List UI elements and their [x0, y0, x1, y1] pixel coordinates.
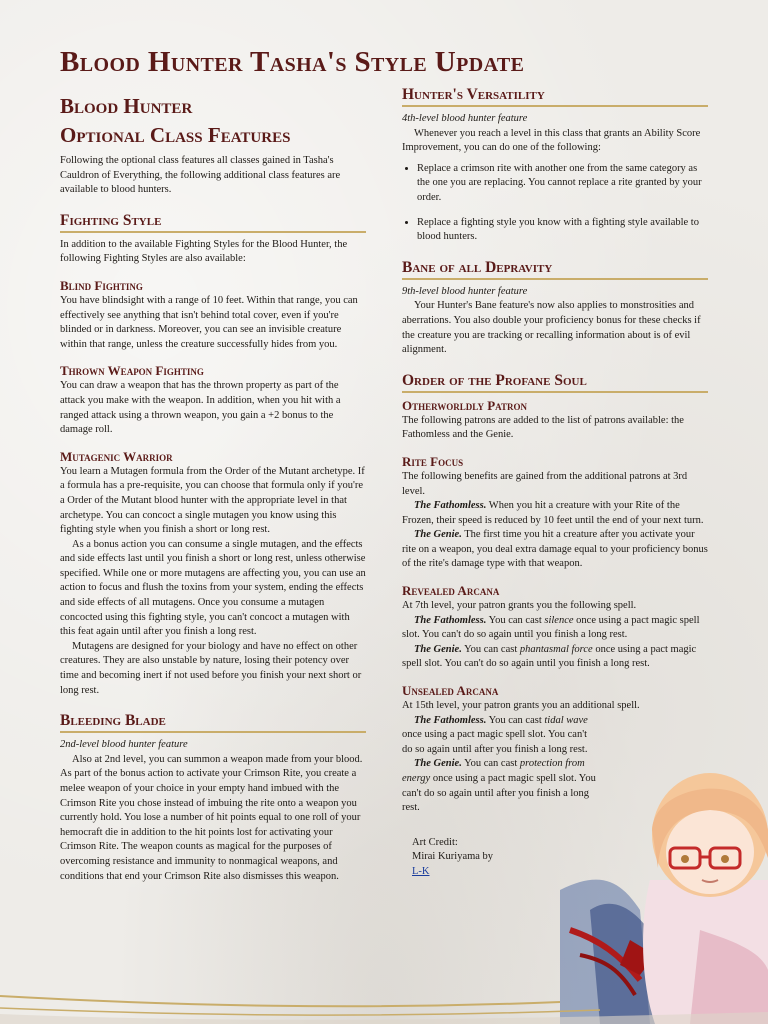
- footer-ornament: [0, 984, 768, 1024]
- versatility-list: [402, 162, 708, 245]
- patron-text: The following patrons are added to the list of patrons available: the Fathomless and the Genie.: [402, 414, 684, 441]
- versatility-text: Whenever you reach a level in this class that grants an Ability Score Improvement, you can do one of the following:: [402, 127, 701, 154]
- spell-name: protection from energy: [402, 758, 585, 784]
- versatility-meta: 4th-level blood hunter feature: [402, 113, 528, 124]
- unsealed-heading: Unsealed Arcana: [402, 683, 499, 699]
- genie-pre: You can cast: [461, 643, 520, 655]
- section-heading: [60, 92, 366, 150]
- thrown-weapon-heading: Thrown Weapon Fighting: [60, 363, 204, 379]
- spell-name: silence: [544, 614, 574, 626]
- mutagenic-heading: Mutagenic Warrior: [60, 448, 173, 464]
- fathomless-pre: You can cast: [486, 614, 545, 626]
- credit-label: Art Credit:: [412, 836, 458, 848]
- rite-focus-text: The following benefits are gained from the additional patrons at 3rd level.: [402, 470, 688, 497]
- genie-text: The first time you hit a creature after you activate your rite on a weapon, you deal extra damage equal to your proficiency bonus of the rite's damage type with that weapon.: [402, 529, 708, 570]
- thrown-weapon-text: You can draw a weapon that has the thrown property as part of the attack you make with the weapon. In addition, when you hit with a ranged attack using a thrown weapon, you gain a +2 bonus to the damage roll.: [60, 380, 341, 436]
- mutagenic-p3: Mutagens are designed for your biology and have no effect on other creatures. They are also unstable by nature, losing their potency over time and becoming inert if not used before you finish your next short or long rest.: [60, 640, 362, 696]
- spell-name: phantasmal force: [519, 643, 593, 655]
- fathomless-post: once using a pact magic spell slot. You can't do so again until you finish a long rest.: [402, 614, 700, 641]
- bane-meta: 9th-level blood hunter feature: [402, 285, 528, 297]
- character-illustration: [560, 740, 768, 1024]
- spell-name: tidal wave: [544, 714, 588, 726]
- rite-focus-genie: [402, 528, 708, 572]
- list-item: • Replace a fighting style you know with a fighting style available to blood hunters.: [417, 216, 708, 245]
- list-item: • Replace a crimson rite with another one from the same category as the one you are replacing. You cannot replace a rite granted by your order.: [417, 162, 708, 206]
- rite-focus-heading: Rite Focus: [402, 453, 464, 469]
- profane-heading: Order of the Profane Soul: [402, 372, 708, 393]
- credit-artist: Mirai Kuriyama by: [412, 851, 494, 863]
- genie-post: once using a pact magic spell slot. You can't do so again until after you finish a long rest.: [402, 773, 596, 814]
- fathomless-text: When you hit a creature with your Rite of the Frozen, their speed is reduced by 10 feet until the end of your next turn.: [402, 500, 704, 526]
- patron-heading: Otherworldly Patron: [402, 397, 528, 413]
- rite-focus-fathomless: [402, 499, 708, 528]
- revealed-heading: Revealed Arcana: [402, 583, 500, 599]
- revealed-text: At 7th level, your patron grants you the following spell.: [402, 600, 637, 612]
- blind-fighting-heading: Blind Fighting: [60, 277, 143, 293]
- left-column: [60, 92, 366, 884]
- fathomless-label: The Fathomless.: [414, 614, 487, 626]
- fathomless-label: The Fathomless.: [414, 500, 487, 512]
- fathomless-label: The Fathomless.: [414, 714, 487, 726]
- revealed-genie: [402, 643, 708, 672]
- genie-label: The Genie.: [414, 758, 462, 770]
- mutagenic-p2: As a bonus action you can consume a single mutagen, and the effects and side effects last until you finish a short or long rest, unless otherwise specified. While one or more mutagens are affecting you, you can use an action to focus and flush the toxins from your system, ending the effects and side effects of all mutagens. Once you consume a mutagen concocted using this fighting style, you can't concoct a mutagen with this feat again until after you finish a long rest.: [60, 538, 366, 638]
- bleeding-blade-heading: Bleeding Blade: [60, 712, 366, 733]
- credit-link[interactable]: L-K: [412, 865, 430, 877]
- revealed-fathomless: [402, 614, 708, 643]
- blind-fighting-text: You have blindsight with a range of 10 feet. Within that range, you can effectively see anything that isn't behind total cover, even if you're blinded or in darkness. Moreover, you can see an invisible creature within that range, unless the creature successfully hides from you.: [60, 294, 358, 350]
- versatility-heading: Hunter's Versatility: [402, 86, 708, 107]
- fighting-style-heading: Fighting Style: [60, 212, 366, 233]
- unsealed-text: At 15th level, your patron grants you an additional spell.: [402, 700, 640, 712]
- bleeding-blade-meta: 2nd-level blood hunter feature: [60, 739, 188, 751]
- genie-label: The Genie.: [414, 643, 462, 655]
- genie-pre: You can cast: [461, 758, 520, 770]
- intro-text: Following the optional class features all classes gained in Tasha's Cauldron of Everything, the following additional class features are available to blood hunters.: [60, 155, 341, 196]
- fathomless-post: once using a pact magic spell slot. You can't do so again until after you finish a long rest.: [402, 729, 588, 755]
- bleeding-blade-text: Also at 2nd level, you can summon a weapon made from your blood. As part of the bonus action to activate your Crimson Rite, you create a melee weapon of your choice in your empty hand imbued with the Crimson Rite you chose instead of imbuing the rite onto a weapon you currently hold. You lose a number of hit points equal to one roll of your hemocraft die in addition to the hit points lost for activating your Crimson Rite. The weapon counts as magical for the purposes of overcoming resistance and immunity to nonmagical weapons, and conditions that end your Crimson Rite also dismisses this weapon.: [60, 753, 363, 882]
- fighting-style-text: In addition to the available Fighting Styles for the Blood Hunter, the following Fighting Styles are also available:: [60, 238, 348, 265]
- page-title: Blood Hunter Tasha's Style Update: [60, 46, 525, 78]
- mutagenic-p1: You learn a Mutagen formula from the Order of the Mutant archetype. If a formula has a pre-requisite, you can choose that formula only if you're a Order of the Mutant blood hunter with the appropriate level in that archetype. You can concoct a single mutagen you know using this fighting style when you finish a short or long rest.: [60, 465, 365, 536]
- genie-post: once using a pact magic spell slot. You can't do so again until you finish a long rest.: [402, 643, 697, 670]
- bane-heading: Bane of all Depravity: [402, 259, 708, 280]
- heading-line-1: Blood Hunter: [60, 94, 193, 118]
- heading-line-2: Optional Class Features: [60, 123, 291, 147]
- fathomless-pre: You can cast: [486, 714, 545, 726]
- genie-label: The Genie.: [414, 529, 462, 541]
- bane-text: Your Hunter's Bane feature's now also applies to monstrosities and aberrations. You also double your proficiency bonus for these checks if the creature you are tracking or recalling information about is of evil alignment.: [402, 300, 701, 356]
